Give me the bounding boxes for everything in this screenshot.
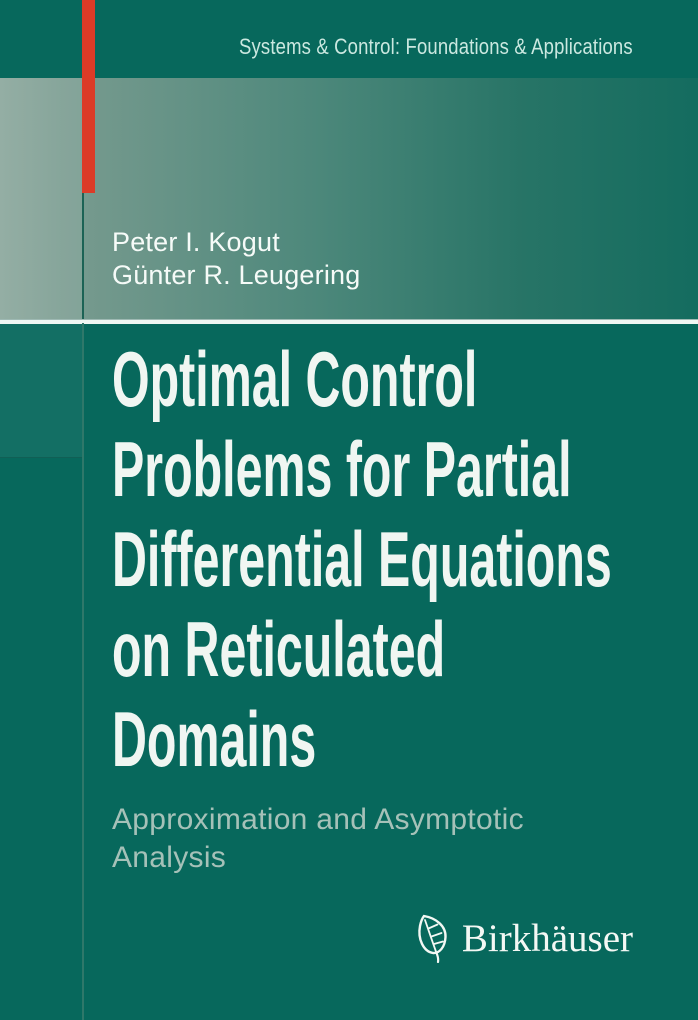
title-line: Domains [112, 694, 317, 783]
horizontal-white-rule [0, 319, 698, 324]
title-line: Problems for Partial [112, 424, 572, 513]
author-name: Peter I. Kogut [112, 227, 280, 257]
series-title: Systems & Control: Foundations & Applications [239, 34, 633, 59]
red-accent-bar [82, 0, 95, 193]
subtitle-line: Analysis [112, 841, 227, 874]
subtitle-line: Approximation and Asymptotic [112, 803, 524, 836]
gradient-band-left-strip [0, 78, 82, 321]
left-strip-lower-panel [0, 323, 82, 458]
title-line: Optimal Control [112, 334, 478, 423]
book-title [112, 334, 698, 784]
publisher-name: Birkhäuser [461, 916, 633, 960]
author-name: Günter R. Leugering [112, 260, 361, 290]
book-subtitle [112, 801, 524, 877]
vertical-hairline-lower [82, 323, 84, 1020]
publisher-logo [414, 912, 633, 964]
title-line: Differential Equations [112, 514, 612, 603]
birkhauser-leaf-icon [414, 913, 452, 963]
title-line: on Reticulated [112, 604, 446, 693]
authors-block [112, 226, 360, 292]
